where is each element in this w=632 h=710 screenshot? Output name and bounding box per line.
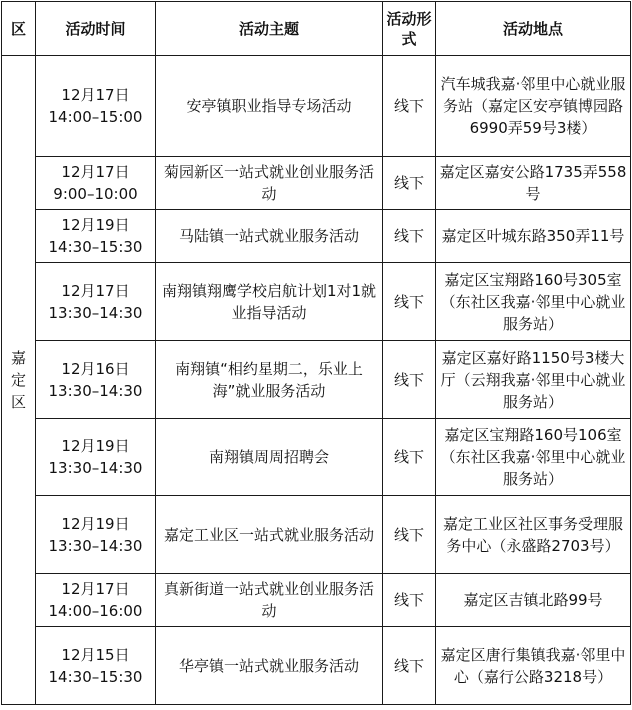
format-cell: 线下 bbox=[383, 210, 436, 263]
activity-time: 13:30–14:30 bbox=[48, 303, 143, 322]
format-cell: 线下 bbox=[383, 419, 436, 496]
theme-cell: 嘉定工业区一站式就业服务活动 bbox=[156, 496, 383, 574]
activity-time: 14:30–15:30 bbox=[48, 238, 143, 256]
time-cell bbox=[36, 627, 156, 705]
activity-date: 12月17日 bbox=[61, 281, 130, 300]
time-cell bbox=[36, 419, 156, 496]
header-theme: 活动主题 bbox=[156, 2, 383, 56]
time-cell bbox=[36, 56, 156, 157]
location-cell: 嘉定区嘉安公路1735弄558号 bbox=[436, 157, 631, 210]
location-cell: 嘉定区宝翔路160号106室（东社区我嘉·邻里中心就业服务站） bbox=[436, 419, 631, 496]
activity-date: 12月17日 bbox=[61, 86, 130, 104]
format-cell: 线下 bbox=[383, 263, 436, 341]
location-cell: 嘉定区唐行集镇我嘉·邻里中心（嘉行公路3218号） bbox=[436, 627, 631, 705]
theme-cell: 菊园新区一站式就业创业服务活动 bbox=[156, 157, 383, 210]
activity-date: 12月17日 bbox=[61, 163, 130, 181]
time-cell bbox=[36, 210, 156, 263]
table-row bbox=[2, 574, 631, 627]
activity-date: 12月16日 bbox=[61, 359, 130, 378]
theme-cell: 华亭镇一站式就业服务活动 bbox=[156, 627, 383, 705]
header-row bbox=[2, 2, 631, 56]
table-row bbox=[2, 341, 631, 419]
format-cell: 线下 bbox=[383, 496, 436, 574]
header-time: 活动时间 bbox=[36, 2, 156, 56]
location-cell: 嘉定区吉镇北路99号 bbox=[436, 574, 631, 627]
time-cell bbox=[36, 263, 156, 341]
activity-schedule-table bbox=[1, 1, 631, 705]
theme-cell: 马陆镇一站式就业服务活动 bbox=[156, 210, 383, 263]
activity-time: 13:30–14:30 bbox=[48, 536, 143, 555]
time-cell bbox=[36, 341, 156, 419]
header-district: 区 bbox=[2, 2, 36, 56]
activity-time: 14:00–15:00 bbox=[48, 108, 143, 126]
activity-date: 12月19日 bbox=[61, 437, 130, 455]
activity-date: 12月19日 bbox=[61, 514, 130, 533]
activity-date: 12月15日 bbox=[61, 645, 130, 664]
location-cell: 嘉定区叶城东路350弄11号 bbox=[436, 210, 631, 263]
activity-time: 9:00–10:00 bbox=[53, 185, 138, 203]
theme-cell: 安亭镇职业指导专场活动 bbox=[156, 56, 383, 157]
location-cell: 汽车城我嘉·邻里中心就业服务站（嘉定区安亭镇博园路6990弄59号3楼） bbox=[436, 56, 631, 157]
theme-cell: 南翔镇周周招聘会 bbox=[156, 419, 383, 496]
district-cell: 嘉定区 bbox=[2, 56, 36, 705]
theme-cell: 真新街道一站式就业创业服务活动 bbox=[156, 574, 383, 627]
table-row bbox=[2, 263, 631, 341]
header-location: 活动地点 bbox=[436, 2, 631, 56]
format-cell: 线下 bbox=[383, 56, 436, 157]
activity-time: 14:30–15:30 bbox=[48, 667, 143, 686]
activity-time: 14:00–16:00 bbox=[48, 602, 143, 620]
format-cell: 线下 bbox=[383, 157, 436, 210]
theme-cell: 南翔镇“相约星期二，乐业上海”就业服务活动 bbox=[156, 341, 383, 419]
time-cell bbox=[36, 496, 156, 574]
time-cell bbox=[36, 574, 156, 627]
table-row bbox=[2, 627, 631, 705]
location-cell: 嘉定区嘉好路1150号3楼大厅（云翔我嘉·邻里中心就业服务站） bbox=[436, 341, 631, 419]
table-row bbox=[2, 496, 631, 574]
theme-cell: 南翔镇翔鹰学校启航计划1对1就业指导活动 bbox=[156, 263, 383, 341]
activity-time: 13:30–14:30 bbox=[48, 381, 143, 400]
location-cell: 嘉定区宝翔路160号305室（东社区我嘉·邻里中心就业服务站） bbox=[436, 263, 631, 341]
activity-date: 12月19日 bbox=[61, 216, 130, 234]
format-cell: 线下 bbox=[383, 341, 436, 419]
table-row bbox=[2, 157, 631, 210]
table-row bbox=[2, 419, 631, 496]
location-cell: 嘉定工业区社区事务受理服务中心（永盛路2703号） bbox=[436, 496, 631, 574]
activity-time: 13:30–14:30 bbox=[48, 459, 143, 477]
table-row bbox=[2, 56, 631, 157]
format-cell: 线下 bbox=[383, 574, 436, 627]
time-cell bbox=[36, 157, 156, 210]
header-format: 活动形式 bbox=[383, 2, 436, 56]
format-cell: 线下 bbox=[383, 627, 436, 705]
table-row bbox=[2, 210, 631, 263]
activity-date: 12月17日 bbox=[61, 580, 130, 598]
